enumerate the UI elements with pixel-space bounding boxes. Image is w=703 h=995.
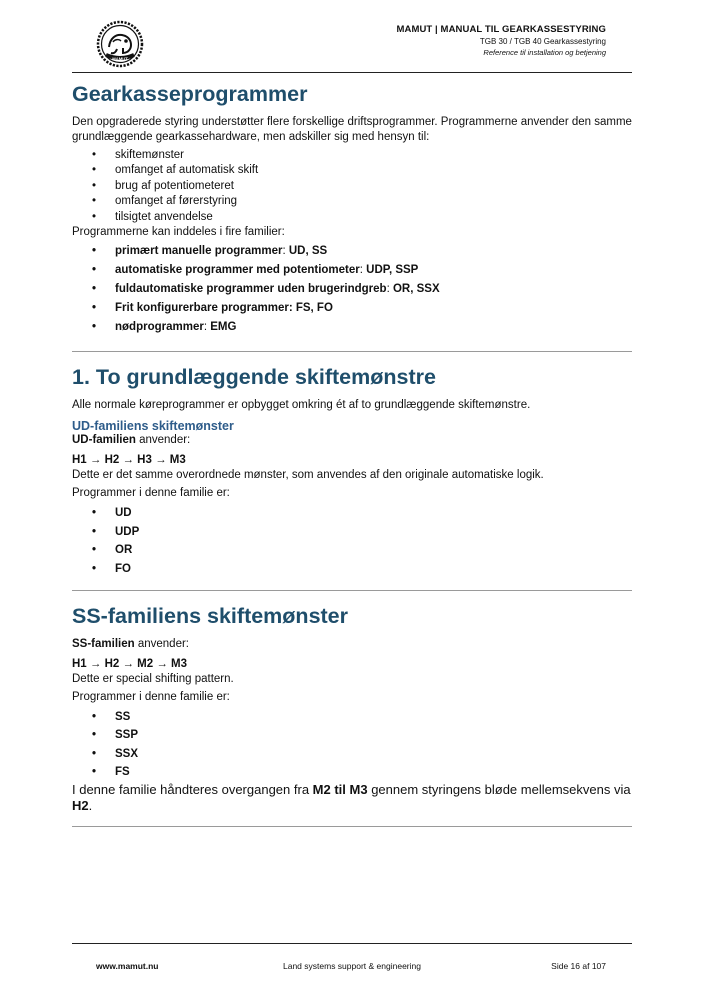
document-reference: Reference til installation og betjening xyxy=(483,48,606,57)
list-item: • tilsigtet anvendelse xyxy=(72,210,632,226)
ud-description: Dette er det samme overordnede mønster, som anvendes af den originale automatiske logik. xyxy=(72,469,544,482)
ud-programs-list xyxy=(72,504,632,578)
ud-uses-text: UD-familien anvender: xyxy=(72,434,191,447)
list-item: • primært manuelle programmer: UD, SS xyxy=(72,242,632,261)
footer-page-number: Side 16 af 107 xyxy=(551,961,606,971)
list-item: • brug af potentiometeret xyxy=(72,179,632,195)
list-item: • omfanget af førerstyring xyxy=(72,194,632,210)
list-item: • fuldautomatiske programmer uden brugerindgreb: OR, SSX xyxy=(72,280,632,299)
ss-programs-list xyxy=(72,708,632,782)
ss-uses-text: SS-familien anvender: xyxy=(72,637,189,650)
footer-website: www.mamut.nu xyxy=(96,961,159,971)
section1-paragraph: Alle normale køreprogrammer er opbygget omkring ét af to grundlæggende skiftemønstre. xyxy=(72,399,531,412)
footer-tagline: Land systems support & engineering xyxy=(283,961,421,971)
ud-subheading: UD-familiens skiftemønster xyxy=(72,419,234,434)
mamut-logo-icon xyxy=(96,20,144,68)
ss-pattern: H1 → H2 → M2 → M3 xyxy=(72,657,188,670)
ud-programs-intro: Programmer i denne familie er: xyxy=(72,487,230,500)
list-item: • skiftemønster xyxy=(72,148,632,164)
list-item: • SSP xyxy=(72,726,632,745)
document-subtitle: TGB 30 / TGB 40 Gearkassestyring xyxy=(479,37,606,46)
section2-heading: SS-familiens skiftemønster xyxy=(72,604,349,629)
list-item: • FO xyxy=(72,560,632,579)
section1-heading: 1. To grundlæggende skiftemønstre xyxy=(72,365,436,390)
header-text xyxy=(396,24,606,57)
section-divider xyxy=(72,826,632,827)
list-item: • automatiske programmer med potentiometer: UDP, SSP xyxy=(72,261,632,280)
page-header xyxy=(72,16,632,73)
families-list xyxy=(72,242,632,337)
intro-paragraph: Den opgraderede styring understøtter flere forskellige driftsprogrammer. Programmerne anvender den samme grundlæggende gearkassehardware, men adskiller sig med hensyn til: xyxy=(72,115,632,143)
document-title: MAMUT | MANUAL TIL GEARKASSESTYRING xyxy=(396,24,606,35)
list-item: • UDP xyxy=(72,523,632,542)
page-content xyxy=(72,82,632,827)
list-item: • omfanget af automatisk skift xyxy=(72,163,632,179)
list-item: • SS xyxy=(72,708,632,727)
list-item: • OR xyxy=(72,541,632,560)
page-footer xyxy=(72,943,632,973)
families-intro: Programmerne kan inddeles i fire familier: xyxy=(72,226,285,239)
ss-description: Dette er special shifting pattern. xyxy=(72,672,234,685)
ss-programs-intro: Programmer i denne familie er: xyxy=(72,690,230,703)
section-divider xyxy=(72,351,632,352)
intro-heading: Gearkasseprogrammer xyxy=(72,82,308,106)
list-item: • SSX xyxy=(72,745,632,764)
list-item: • nødprogrammer: EMG xyxy=(72,318,632,337)
list-item: • Frit konfigurerbare programmer: FS, FO xyxy=(72,299,632,318)
ss-note: I denne familie håndteres overgangen fra M2 til M3 gennem styringens bløde mellemsekvens via H2. xyxy=(72,781,631,813)
differences-list xyxy=(72,148,632,226)
ud-pattern: H1 → H2 → H3 → M3 xyxy=(72,454,186,467)
list-item: • UD xyxy=(72,504,632,523)
section-divider xyxy=(72,590,632,591)
svg-text:MAMUT: MAMUT xyxy=(112,56,128,62)
list-item: • FS xyxy=(72,763,632,782)
